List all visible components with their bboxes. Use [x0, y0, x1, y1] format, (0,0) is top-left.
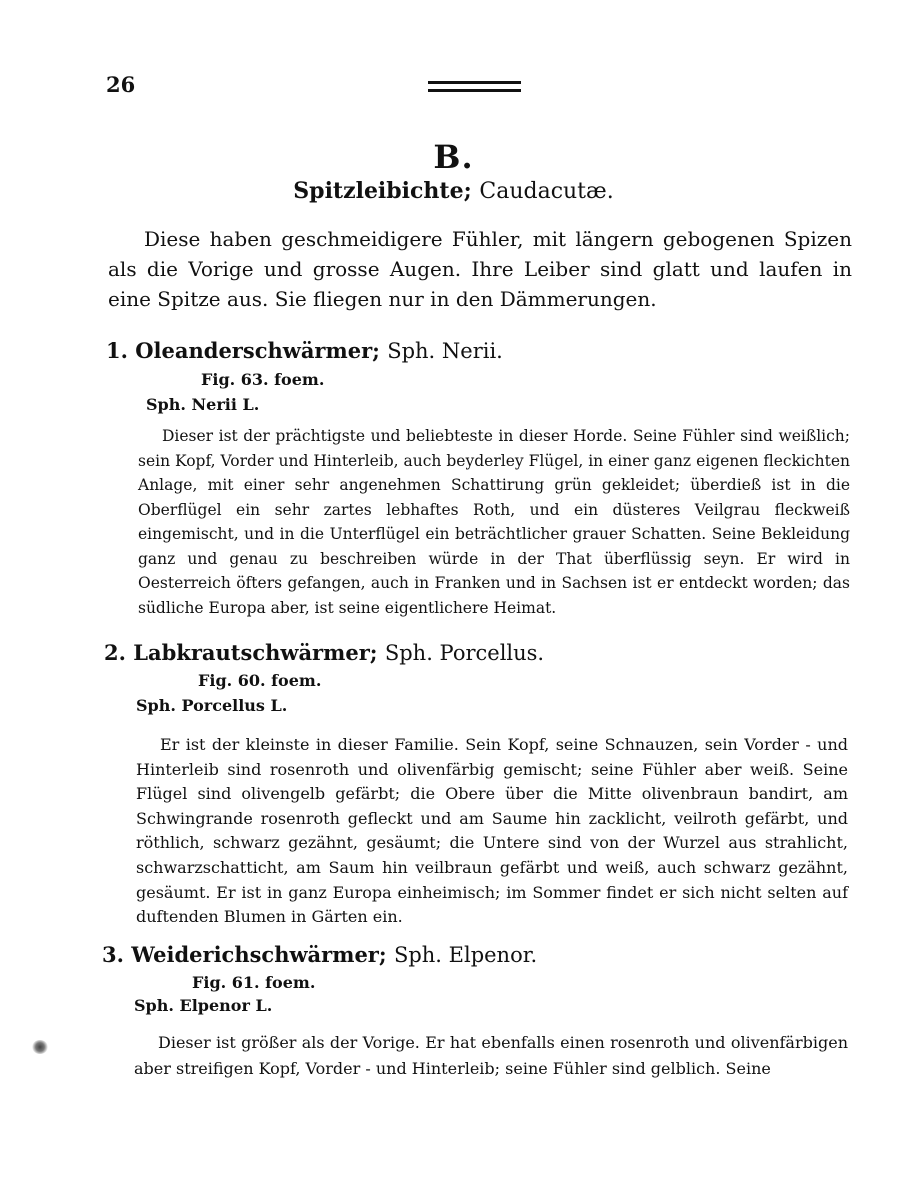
header-rule-top: [428, 81, 521, 84]
intro-paragraph: Diese haben geschmeidigere Fühler, mit längern gebogenen Spizen als die Vorige und grosse Augen. Ihre Leiber sind glatt und laufen in eine Spitze aus. Sie fliegen nur in den Dämmerungen.: [108, 227, 852, 311]
section-title-german: Spitzleibichte;: [293, 178, 472, 204]
synonym: Sph. Nerii L.: [146, 395, 260, 414]
entry-heading: [102, 942, 537, 967]
entry-number: 2.: [104, 640, 126, 665]
page-number: 26: [106, 72, 136, 97]
header-rule-bottom: [428, 89, 521, 92]
entry-description: Dieser ist der prächtigste und beliebteste in dieser Horde. Seine Fühler sind weißlich; sein Kopf, Vorder und Hinterleib, auch beyderley Flügel, in einer ganz eigenen fleckichten Anlage, mit einer sehr angenehmen Schattirung grün gekleidet; überdieß ist in die Oberflügel ein sehr zartes lebhaftes Roth, und ein düsteres Veilgrau fleckweiß eingemischt, und in die Unterflügel ein beträchtlicher grauer Schatten. Seine Bekleidung ganz und genau zu beschreiben würde in der That überflüssig seyn. Er wird in Oesterreich öfters gefangen, auch in Franken und in Sachsen ist er entdeckt worden; das südliche Europa aber, ist seine eigentlichere Heimat.: [138, 427, 850, 617]
entry-latin-name: Sph. Porcellus.: [384, 641, 545, 665]
entry-latin-name: Sph. Elpenor.: [393, 943, 538, 967]
entry-description: Dieser ist größer als der Vorige. Er hat ebenfalls einen rosenroth und olivenfärbigen aber streifigen Kopf, Vorder - und Hinterleib; seine Fühler sind gelblich. Seine: [134, 1033, 848, 1078]
entry-number: 1.: [106, 338, 128, 363]
section-title-latin: Caudacutæ.: [479, 179, 614, 204]
ink-smudge: [32, 1040, 48, 1054]
synonym: Sph. Elpenor L.: [134, 996, 273, 1015]
figure-reference: Fig. 63. foem.: [201, 370, 325, 389]
entry-number: 3.: [102, 942, 124, 967]
figure-reference: Fig. 61. foem.: [192, 973, 316, 992]
section-letter: B.: [433, 138, 474, 176]
entry-heading: [104, 640, 544, 665]
entry-german-name: Weiderichschwärmer;: [131, 942, 387, 967]
synonym: Sph. Porcellus L.: [136, 696, 288, 715]
entry-latin-name: Sph. Nerii.: [387, 339, 503, 363]
entry-german-name: Labkrautschwärmer;: [133, 640, 378, 665]
entry-description: Er ist der kleinste in dieser Familie. Sein Kopf, seine Schnauzen, sein Vorder - und Hinterleib sind rosenroth und olivenfärbig gemischt; seine Fühler aber weiß. Seine Flügel sind olivengelb gefärbt; die Obere über die Mitte olivenbraun bandirt, am Schwingrande rosenroth gefleckt und am Saume hin zacklicht, veilroth gefärbt, und röthlich, schwarz gezähnt, gesäumt; die Untere sind von der Wurzel aus strahlicht, schwarzschatticht, am Saum hin veilbraun gefärbt und weiß, auch schwarz gezähnt, gesäumt. Er ist in ganz Europa einheimisch; im Sommer findet er sich nicht selten auf duftenden Blumen in Gärten ein.: [136, 735, 848, 927]
entry-german-name: Oleanderschwärmer;: [135, 338, 380, 363]
figure-reference: Fig. 60. foem.: [198, 671, 322, 690]
entry-heading: [106, 338, 503, 363]
section-title: [0, 178, 907, 204]
